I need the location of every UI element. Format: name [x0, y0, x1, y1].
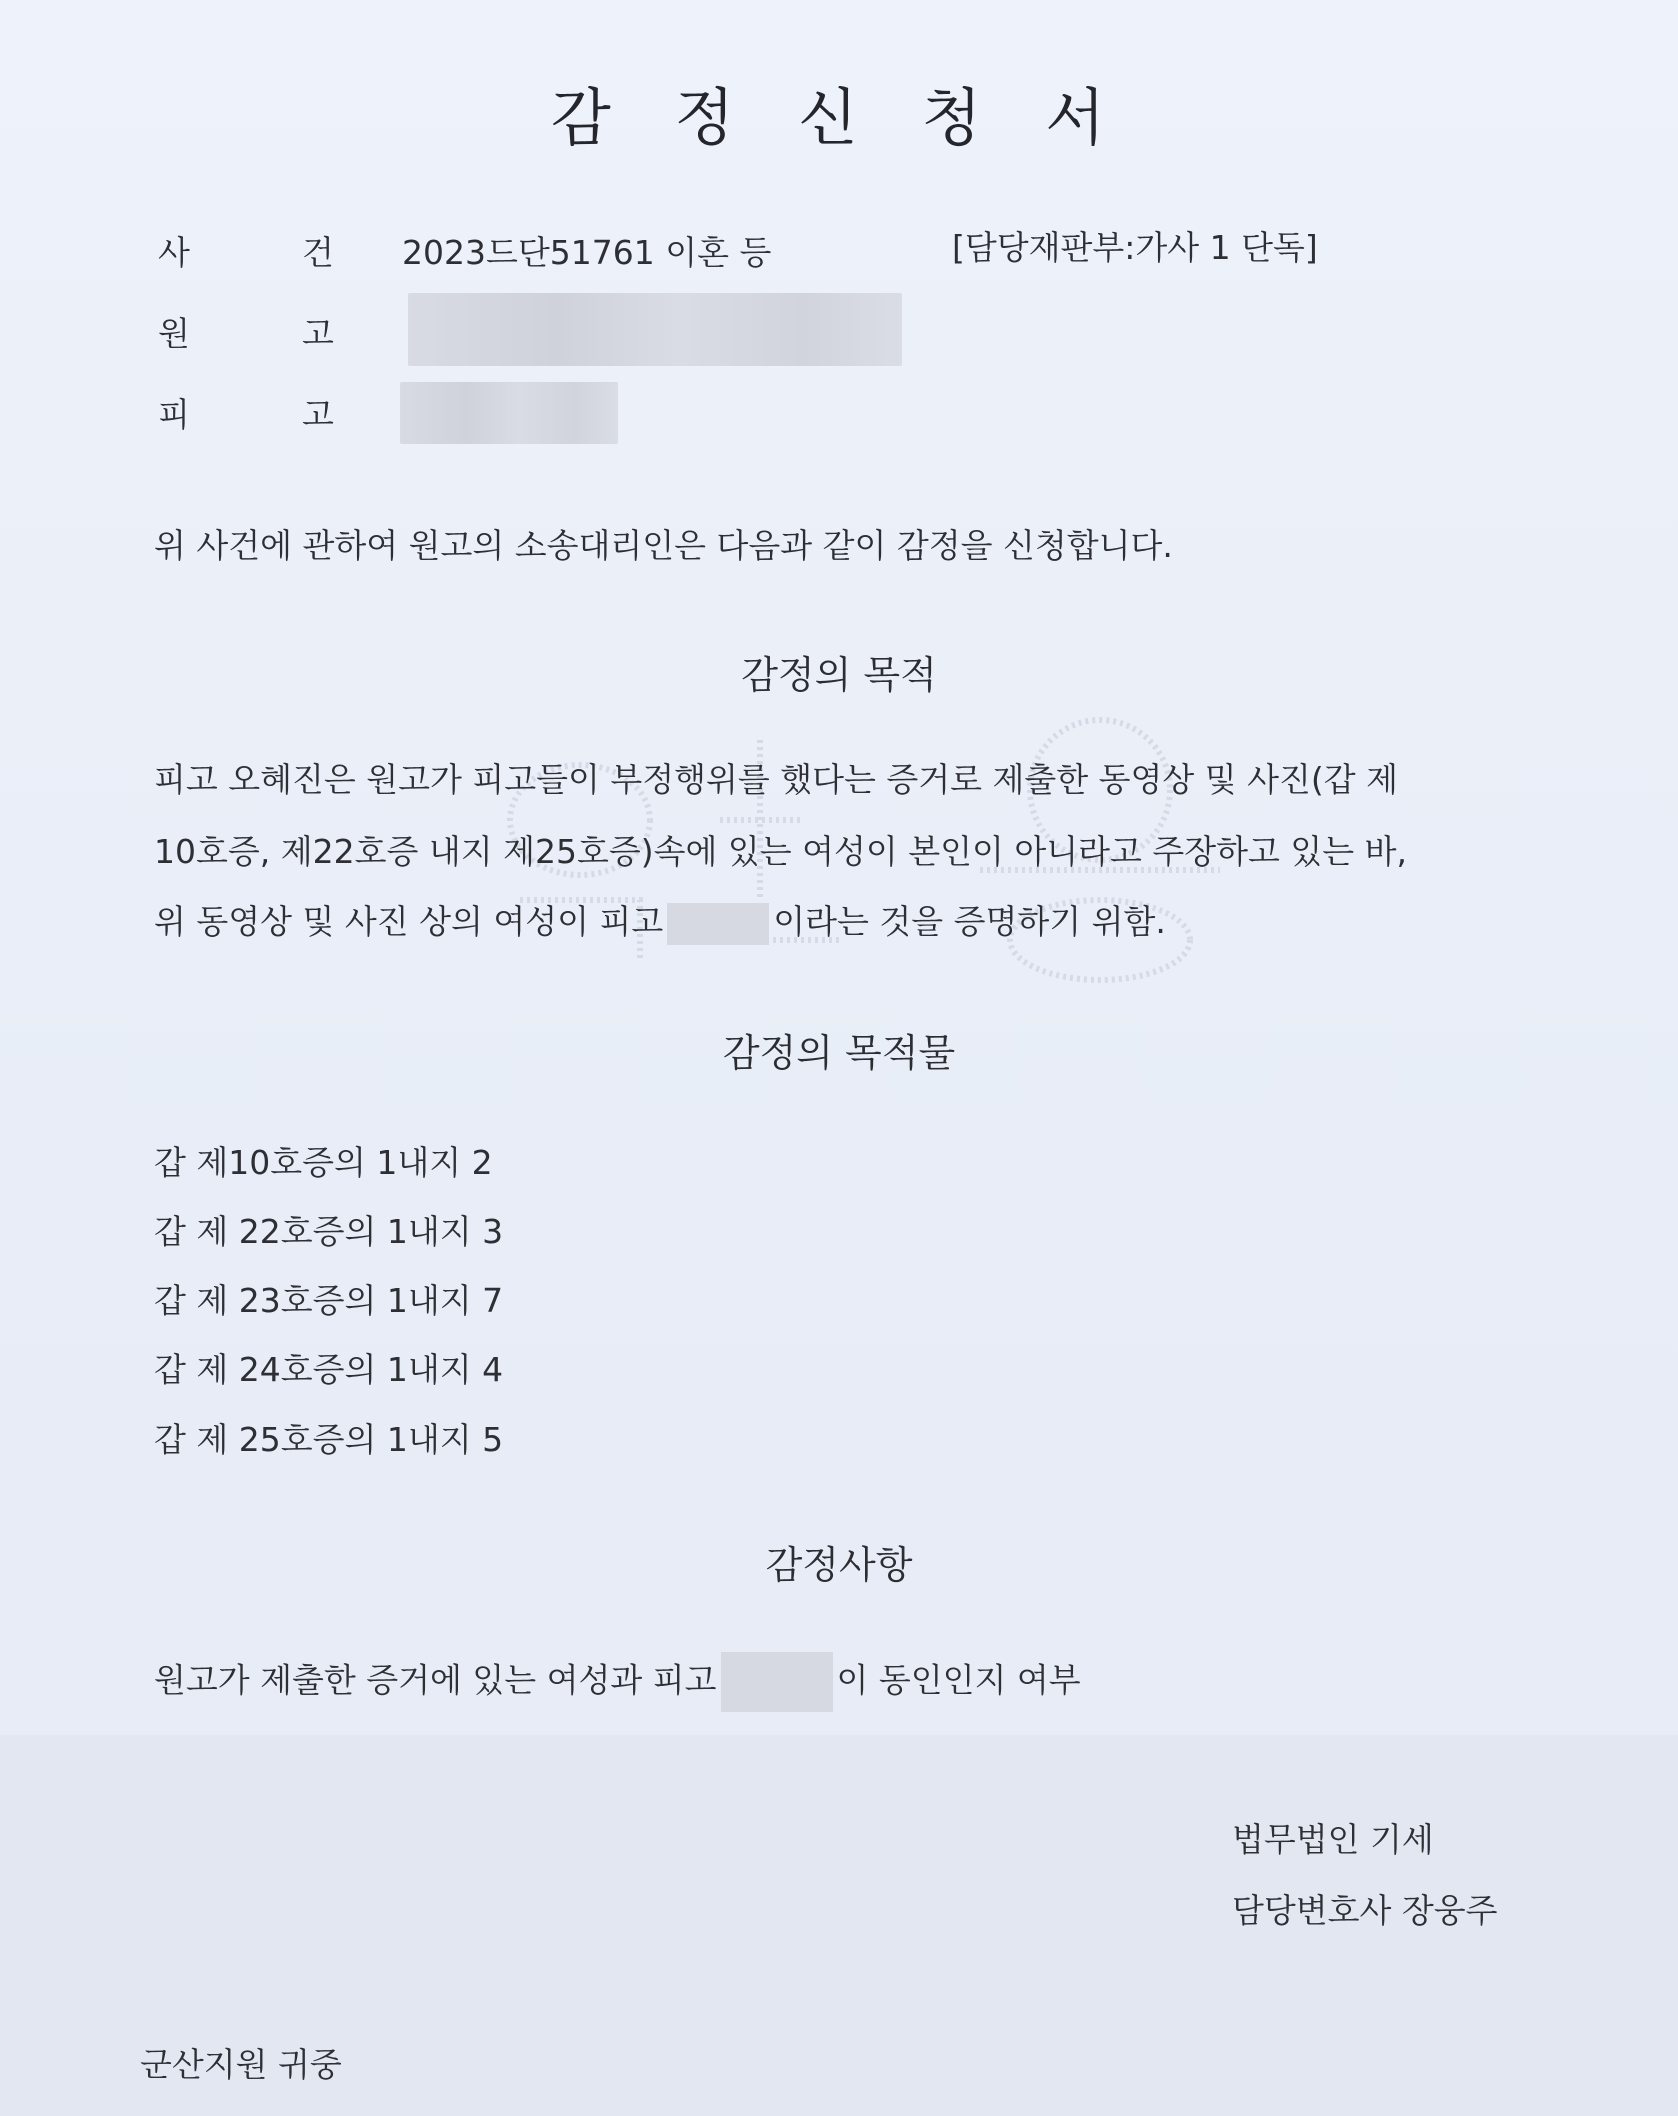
objects-item: 갑 제10호증의 1내지 2: [154, 1143, 493, 1182]
defendant-label-char-2: 고: [302, 395, 334, 434]
objects-item: 갑 제 24호증의 1내지 4: [154, 1350, 504, 1389]
case-label-char-2: 건: [302, 233, 334, 272]
plaintiff-label-char-2: 고: [302, 314, 334, 353]
objects-item: 갑 제 22호증의 1내지 3: [154, 1212, 504, 1251]
intro-sentence: 위 사건에 관하여 원고의 소송대리인은 다음과 같이 감정을 신청합니다.: [154, 526, 1173, 565]
law-firm-name: 법무법인 기세: [1232, 1820, 1434, 1859]
purpose-heading: 감정의 목적: [741, 653, 937, 697]
defendant-redaction: [400, 382, 618, 444]
defendant-name-redaction: [667, 903, 769, 945]
matters-line-start: 원고가 제출한 증거에 있는 여성과 피고: [154, 1660, 717, 1700]
case-label-char-1: 사: [158, 233, 190, 272]
plaintiff-label-char-1: 원: [158, 314, 190, 353]
purpose-line-3-start: 위 동영상 및 사진 상의 여성이 피고: [154, 902, 664, 941]
lawyer-name: 담당변호사 장웅주: [1232, 1891, 1498, 1930]
objects-item: 갑 제 25호증의 1내지 5: [154, 1420, 504, 1459]
matters-line: [154, 1652, 1081, 1712]
plaintiff-redaction: [408, 293, 902, 366]
matters-heading: 감정사항: [765, 1543, 913, 1587]
case-number: 2023드단51761 이혼 등: [402, 233, 772, 272]
objects-heading: 감정의 목적물: [722, 1031, 956, 1075]
objects-item: 갑 제 23호증의 1내지 7: [154, 1281, 504, 1320]
document-title: 감 정 신 청 서: [550, 81, 1128, 154]
purpose-line-3-end: 이라는 것을 증명하기 위함.: [773, 902, 1166, 941]
purpose-line-3: [154, 902, 1166, 945]
case-division: [담당재판부:가사 1 단독]: [952, 228, 1318, 267]
defendant-name-redaction: [721, 1652, 833, 1712]
purpose-line-1: 피고 오혜진은 원고가 피고들이 부정행위를 했다는 증거로 제출한 동영상 및 사진(갑 제: [154, 760, 1398, 799]
defendant-label-char-1: 피: [158, 395, 190, 434]
court-addressee: 군산지원 귀중: [140, 2045, 342, 2084]
purpose-line-2: 10호증, 제22호증 내지 제25호증)속에 있는 여성이 본인이 아니라고 주장하고 있는 바,: [154, 832, 1407, 871]
matters-line-end: 이 동인인지 여부: [836, 1660, 1081, 1700]
